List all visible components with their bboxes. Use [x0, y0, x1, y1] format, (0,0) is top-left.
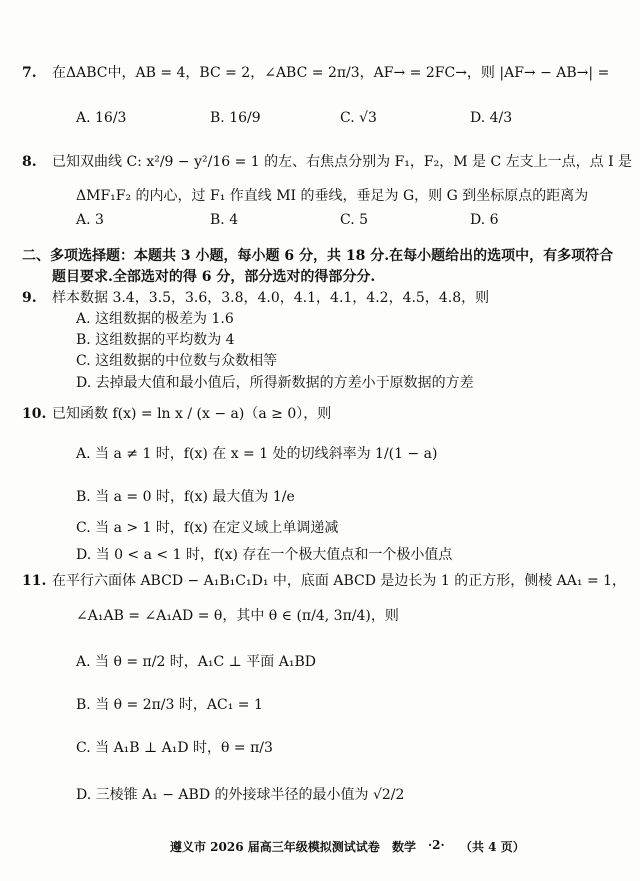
- q9-stem: 样本数据 3.4，3.5，3.6，3.8，4.0，4.1，4.1，4.2，4.5，4.8，则: [52, 290, 490, 306]
- q11-option-c: C. 当 A₁B ⊥ A₁D 时，θ = π/3: [76, 740, 273, 756]
- q7-option-d: D. 4/3: [470, 110, 513, 126]
- q11-stem-1: 在平行六面体 ABCD − A₁B₁C₁D₁ 中，底面 ABCD 是边长为 1 的正方形，侧棱 AA₁ = 1，: [52, 573, 627, 589]
- q11-stem-2: ∠A₁AB = ∠A₁AD = θ，其中 θ ∈ (π/4, 3π/4)，则: [76, 608, 399, 624]
- q7-stem: 在ΔABC中，AB = 4，BC = 2，∠ABC = 2π/3，AF→ = 2FC→，则 |AF→ − AB→| =: [52, 65, 610, 81]
- q8-option-c: C. 5: [340, 212, 369, 228]
- q10-stem: 已知函数 f(x) = ln x / (x − a)（a ≥ 0），则: [52, 406, 332, 422]
- q9-number: 9.: [22, 290, 37, 306]
- footer-total-pages: （共 4 页）: [460, 840, 525, 854]
- q8-number: 8.: [22, 154, 37, 170]
- q7-number: 7.: [22, 65, 37, 81]
- q8-stem-1: 已知双曲线 C: x²/9 − y²/16 = 1 的左、右焦点分别为 F₁，F₂，M 是 C 左支上一点，点 I 是: [52, 154, 633, 170]
- q9-option-c: C. 这组数据的中位数与众数相等: [76, 353, 278, 369]
- q7-option-c: C. √3: [340, 110, 377, 126]
- q11-number: 11.: [22, 573, 47, 589]
- q10-option-a: A. 当 a ≠ 1 时，f(x) 在 x = 1 处的切线斜率为 1/(1 − a): [76, 446, 438, 462]
- q8-option-a: A. 3: [76, 212, 104, 228]
- q11-option-d: D. 三棱锥 A₁ − ABD 的外接球半径的最小值为 √2/2: [76, 787, 405, 803]
- q10-option-c: C. 当 a > 1 时，f(x) 在定义域上单调递减: [76, 520, 339, 536]
- q11-option-b: B. 当 θ = 2π/3 时，AC₁ = 1: [76, 697, 263, 713]
- footer-page-number: ·2·: [428, 838, 445, 852]
- q8-option-b: B. 4: [210, 212, 239, 228]
- section2-line-1: 二、多项选择题：本题共 3 小题，每小题 6 分，共 18 分.在每小题给出的选项中，有多项符合: [22, 248, 614, 264]
- q9-option-a: A. 这组数据的极差为 1.6: [76, 311, 234, 327]
- q9-option-d: D. 去掉最大值和最小值后，所得新数据的方差小于原数据的方差: [76, 375, 474, 391]
- q11-option-a: A. 当 θ = π/2 时，A₁C ⊥ 平面 A₁BD: [76, 654, 316, 670]
- q8-option-d: D. 6: [470, 212, 499, 228]
- footer-title: 遵义市 2026 届高三年级模拟测试试卷: [170, 840, 380, 854]
- q7-option-a: A. 16/3: [76, 110, 127, 126]
- q9-option-b: B. 这组数据的平均数为 4: [76, 332, 235, 348]
- q10-option-d: D. 当 0 < a < 1 时，f(x) 存在一个极大值点和一个极小值点: [76, 547, 453, 563]
- q8-stem-2: ΔMF₁F₂ 的内心，过 F₁ 作直线 MI 的垂线，垂足为 G，则 G 到坐标原点的距离为: [76, 188, 589, 204]
- section2-line-2: 题目要求.全部选对的得 6 分，部分选对的得部分分.: [52, 269, 376, 285]
- q10-option-b: B. 当 a = 0 时，f(x) 最大值为 1/e: [76, 489, 295, 505]
- q7-option-b: B. 16/9: [210, 110, 261, 126]
- footer-subject: 数学: [392, 840, 417, 854]
- q10-number: 10.: [22, 406, 47, 422]
